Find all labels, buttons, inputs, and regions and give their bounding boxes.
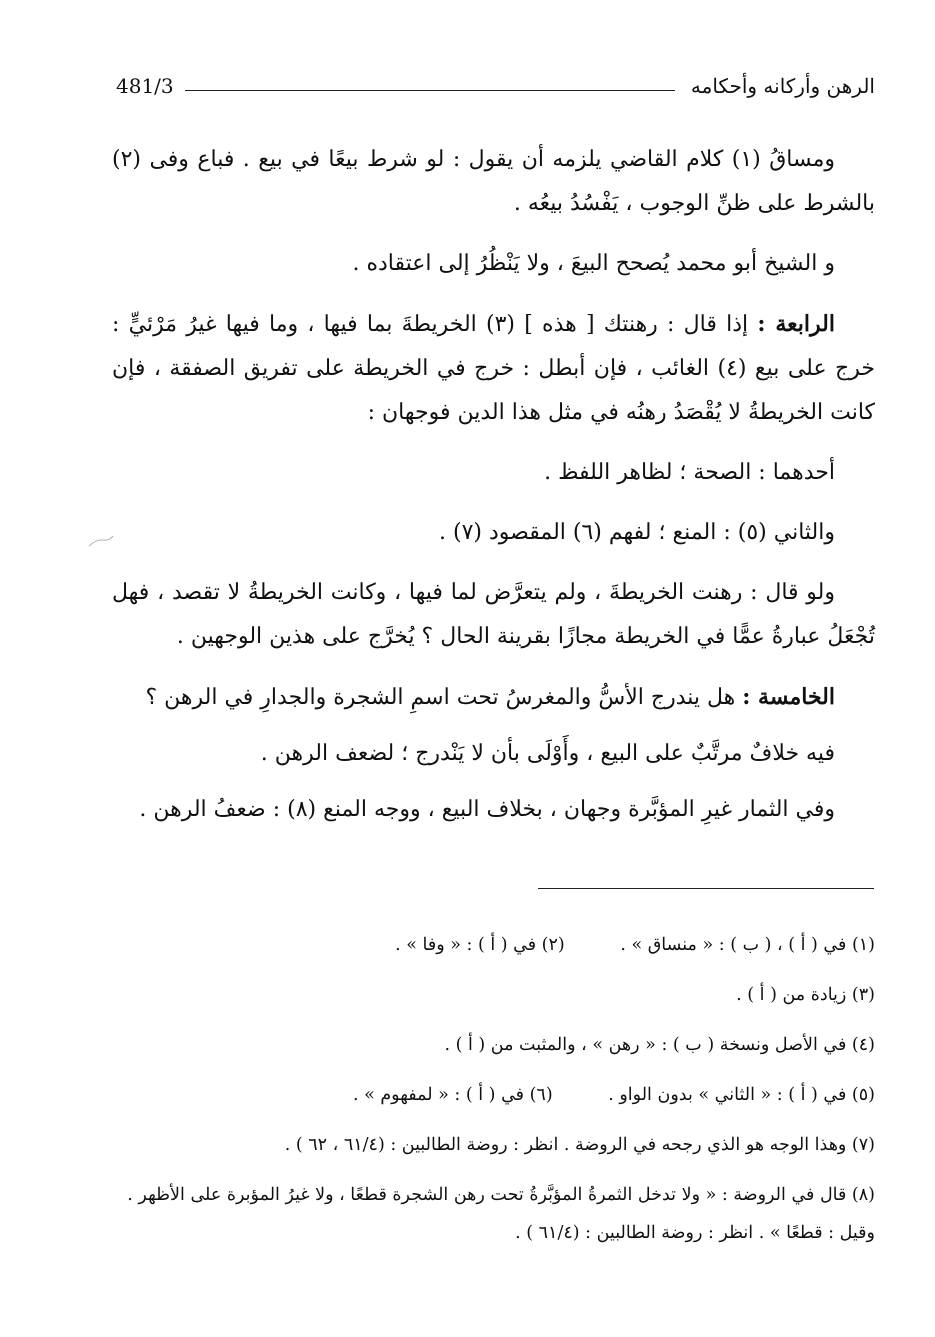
paragraph-8: فيه خلافٌ مرتَّبٌ على البيع ، وأَوْلَى بأن لا يَنْدرج ؛ لضعف الرهن .	[260, 741, 835, 766]
page-number: 481/3	[116, 74, 174, 98]
footnotes	[112, 920, 875, 1252]
footnote-8: (٨) قال في الروضة : « ولا تدخل الثمرةُ المؤبَّرةُ تحت رهن الشجرة قطعًا ، ولا غيرُ المؤبرة على الأظهر . وقيل : قطعًا » . انظر : روضة الطالبين : (٦١/٤ ) .	[127, 1185, 875, 1243]
footnote-5: (٥) في ( أ ) : « الثاني » بدون الواو .	[608, 1085, 875, 1105]
section-lead-fifth: الخامسة :	[742, 684, 835, 710]
running-title: الرهن وأركانه وأحكامه	[690, 74, 875, 98]
section-lead-fourth: الرابعة :	[757, 311, 835, 337]
paragraph-7-text: هل يندرج الأسُّ والمغرسُ تحت اسمِ الشجرة والجدارِ في الرهن ؟	[145, 685, 743, 710]
footnote-1: (١) في ( أ ) ، ( ب ) : « منساق » .	[620, 935, 875, 955]
footnote-row-1	[112, 920, 875, 970]
stray-pen-mark	[88, 535, 114, 547]
paragraph-fifth-issue	[112, 675, 875, 720]
footnote-7: (٧) وهذا الوجه هو الذي رجحه في الروضة . انظر : روضة الطالبين : (٦١/٤ ، ٦٢ ) .	[284, 1135, 875, 1155]
header-rule	[185, 90, 675, 91]
paragraph-9: وفي الثمار غيرِ المؤبَّرة وجهان ، بخلاف البيع ، ووجه المنع (٨) : ضعفُ الرهن .	[139, 797, 835, 822]
paragraph-4: أحدهما : الصحة ؛ لظاهر اللفظ .	[544, 460, 835, 485]
paragraph-fourth-issue	[112, 302, 875, 435]
paragraph-6: ولو قال : رهنت الخريطةَ ، ولم يتعرَّض لما فيها ، وكانت الخريطةُ لا تقصد ، فهل تُجْعَلُ عبارةُ عمًّا في الخريطة مجازًا بقرينة الحال ؟ يُخرَّج على هذين الوجهين .	[112, 580, 875, 649]
main-text	[112, 138, 875, 848]
footnote-separator	[538, 888, 874, 889]
footnote-3: (٣) زيادة من ( أ ) .	[736, 985, 875, 1005]
paragraph-1: ومساقُ (١) كلام القاضي يلزمه أن يقول : لو شرط بيعًا في بيع . فباع وفى (٢) بالشرط على ظنِّ الوجوب ، يَفْسُدُ بيعُه .	[112, 147, 875, 216]
footnote-row-4	[112, 1070, 875, 1120]
paragraph-5: والثاني (٥) : المنع ؛ لفهم (٦) المقصود (٧) .	[439, 520, 835, 545]
footnote-2: (٢) في ( أ ) : « وفا » .	[395, 935, 565, 955]
footnote-4: (٤) في الأصل ونسخة ( ب ) : « رهن » ، والمثبت من ( أ ) .	[444, 1035, 875, 1055]
paragraph-2: و الشيخ أبو محمد يُصحح البيعَ ، ولا يَنْظُرُ إلى اعتقاده .	[352, 251, 835, 276]
paragraph-3-text: إذا قال : رهنتك [ هذه ] (٣) الخريطةَ بما فيها ، وما فيها غيرُ مَرْئيٍّ : خرج على بيع (٤) الغائب ، فإن أبطل : خرج في الخريطة على تفريق الصفقة ، فإن كانت الخريطةُ لا يُقْصَدُ رهنُه في مثل هذا الدين فوجهان :	[112, 312, 875, 425]
footnote-6: (٦) في ( أ ) : « لمفهوم » .	[352, 1085, 553, 1105]
